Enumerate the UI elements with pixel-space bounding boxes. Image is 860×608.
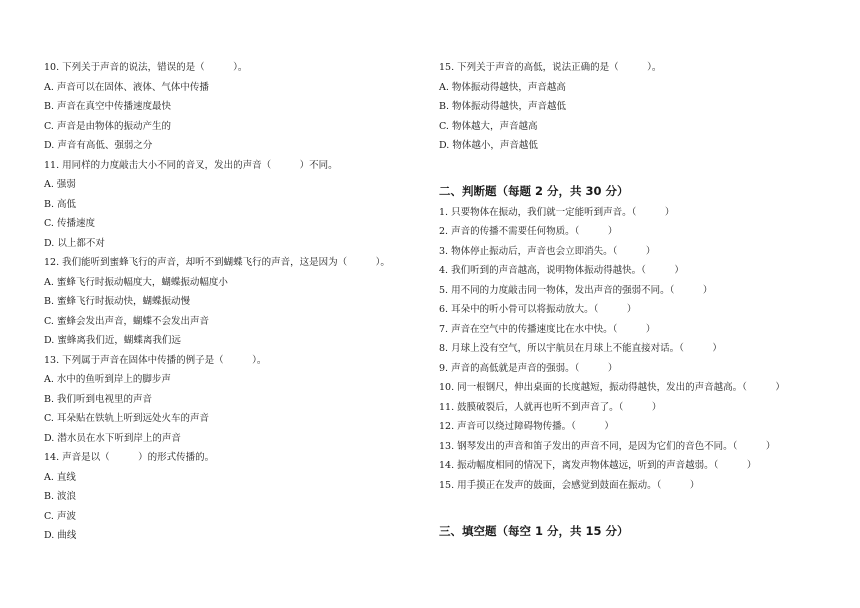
q11-option-a: A. 强弱 — [44, 179, 76, 190]
q12-option-a: A. 蜜蜂飞行时振动幅度大，蝴蝶振动幅度小 — [44, 276, 228, 288]
question-10: 10. 下列关于声音的说法，错误的是（ ）。 — [44, 62, 248, 73]
judge-item-3: 3. 物体停止振动后，声音也会立即消失。（ ） — [439, 245, 656, 257]
q12-option-b: B. 蜜蜂飞行时振动快，蝴蝶振动慢 — [44, 296, 191, 307]
q12-option-c: C. 蜜蜂会发出声音，蝴蝶不会发出声音 — [44, 315, 209, 327]
q11-option-d: D. 以上都不对 — [44, 237, 105, 249]
question-11: 11. 用同样的力度敲击大小不同的音叉，发出的声音（ ）不同。 — [44, 159, 338, 171]
judge-item-8: 8. 月球上没有空气，所以宇航员在月球上不能直接对话。（ ） — [439, 343, 722, 354]
judge-item-14: 14. 振动幅度相同的情况下，离发声物体越远，听到的声音越弱。（ ） — [439, 460, 757, 471]
judge-item-11: 11. 鼓膜破裂后，人就再也听不到声音了。（ ） — [439, 401, 662, 413]
judge-item-10: 10. 同一根钢尺，伸出桌面的长度越短，振动得越快，发出的声音越高。（ ） — [439, 382, 785, 393]
q10-option-a: A. 声音可以在固体、液体、气体中传播 — [44, 81, 209, 93]
right-column — [439, 58, 839, 539]
q14-option-b: B. 波浪 — [44, 491, 77, 502]
q13-option-d: D. 潜水员在水下听到岸上的声音 — [44, 432, 181, 444]
judge-item-4: 4. 我们听到的声音越高，说明物体振动得越快。（ ） — [439, 265, 684, 276]
q11-option-c: C. 传播速度 — [44, 218, 95, 229]
q12-option-d: D. 蜜蜂离我们近，蝴蝶离我们远 — [44, 335, 181, 346]
section-3-title: 三、填空题（每空 1 分，共 15 分） — [439, 524, 629, 538]
question-13: 13. 下列属于声音在固体中传播的例子是（ ）。 — [44, 354, 267, 366]
judge-item-13: 13. 钢琴发出的声音和笛子发出的声音不同，是因为它们的音色不同。（ ） — [439, 440, 776, 452]
section-2-title: 二、判断题（每题 2 分，共 30 分） — [439, 183, 629, 198]
question-14: 14. 声音是以（ ）的形式传播的。 — [44, 452, 215, 463]
q10-option-b: B. 声音在真空中传播速度最快 — [44, 101, 172, 112]
judge-item-2: 2. 声音的传播不需要任何物质。（ ） — [439, 226, 618, 237]
q15-option-c: C. 物体越大，声音越高 — [439, 120, 538, 132]
left-column — [44, 58, 414, 546]
q10-option-d: D. 声音有高低、强弱之分 — [44, 140, 153, 151]
judge-item-12: 12. 声音可以绕过障碍物传播。（ ） — [439, 421, 614, 432]
q11-option-b: B. 高低 — [44, 198, 77, 210]
judge-item-1: 1. 只要物体在振动，我们就一定能听到声音。（ ） — [439, 206, 675, 218]
q14-option-c: C. 声波 — [44, 510, 76, 522]
judge-item-5: 5. 用不同的力度敲击同一物体，发出声音的强弱不同。（ ） — [439, 284, 713, 296]
judge-item-6: 6. 耳朵中的听小骨可以将振动放大。（ ） — [439, 304, 637, 315]
q10-option-c: C. 声音是由物体的振动产生的 — [44, 120, 171, 132]
judge-item-9: 9. 声音的高低就是声音的强弱。（ ） — [439, 362, 618, 374]
q13-option-c: C. 耳朵贴在铁轨上听到远处火车的声音 — [44, 413, 209, 424]
q13-option-a: A. 水中的鱼听到岸上的脚步声 — [44, 374, 171, 385]
judge-item-15: 15. 用手摸正在发声的鼓面，会感觉到鼓面在振动。（ ） — [439, 479, 700, 491]
judge-item-7: 7. 声音在空气中的传播速度比在水中快。（ ） — [439, 323, 656, 335]
q13-option-b: B. 我们听到电视里的声音 — [44, 393, 153, 405]
q14-option-a: A. 直线 — [44, 471, 76, 483]
q14-option-d: D. 曲线 — [44, 530, 77, 541]
question-15: 15. 下列关于声音的高低，说法正确的是（ ）。 — [439, 62, 662, 73]
q15-option-a: A. 物体振动得越快，声音越高 — [439, 81, 566, 93]
question-12: 12. 我们能听到蜜蜂飞行的声音，却听不到蝴蝶飞行的声音，这是因为（ ）。 — [44, 257, 390, 268]
q15-option-d: D. 物体越小，声音越低 — [439, 140, 538, 151]
q15-option-b: B. 物体振动得越快，声音越低 — [439, 101, 567, 112]
